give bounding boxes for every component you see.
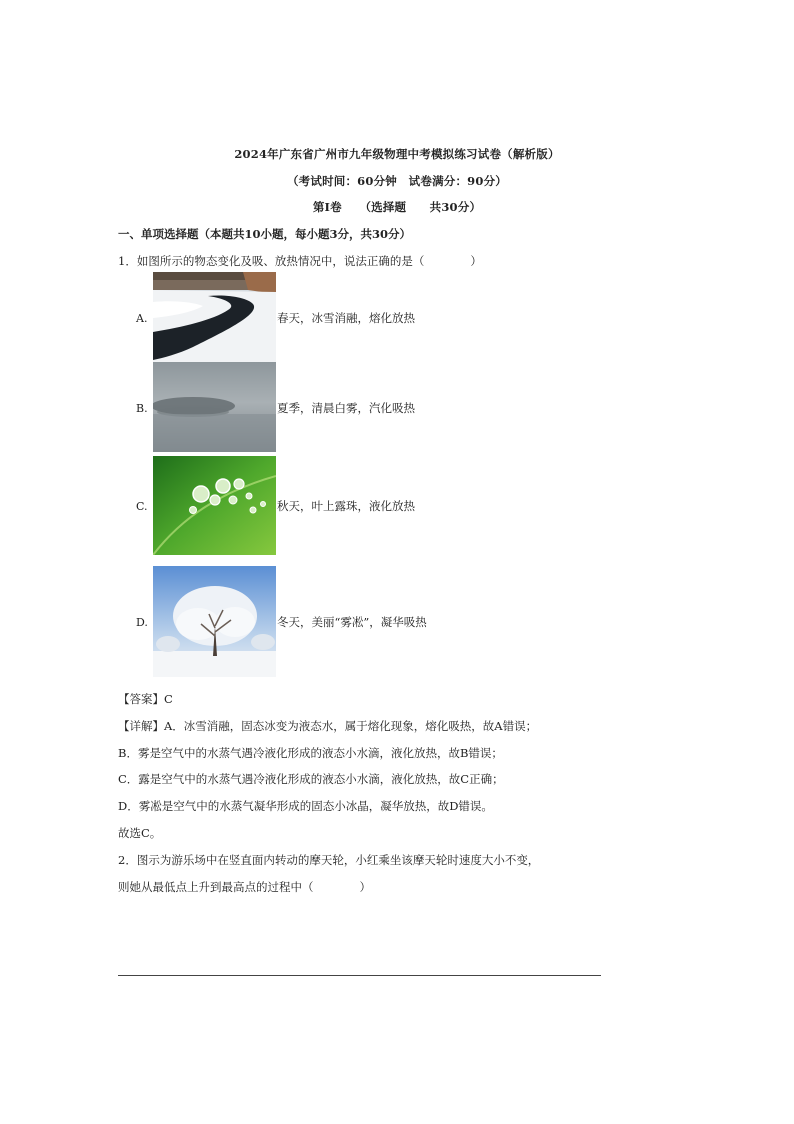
dew-on-leaf-photo: [153, 456, 276, 555]
conclusion-line: 故选C。: [118, 826, 162, 840]
option-b-text: 夏季，清晨白雾，汽化吸热: [277, 401, 415, 415]
footer-divider: [118, 975, 601, 976]
analysis-line-d: D．雾凇是空气中的水蒸气凝华形成的固态小冰晶，凝华放热，故D错误。: [118, 799, 493, 813]
question-1-stem: 1．如图所示的物态变化及吸、放热情况中，说法正确的是（ ）: [118, 254, 482, 268]
option-a-letter: A.: [136, 312, 148, 325]
exam-title: 2024年广东省广州市九年级物理中考模拟练习试卷（解析版）: [234, 147, 560, 161]
question-2-stem-line-1: 2．图示为游乐场中在竖直面内转动的摩天轮，小红乘坐该摩天轮时速度大小不变，: [118, 853, 540, 867]
rime-tree-photo: [153, 566, 276, 677]
question-2-stem-line-2: 则她从最低点上升到最高点的过程中（ ）: [118, 880, 371, 894]
option-d-letter: D.: [136, 616, 148, 629]
option-a-text: 春天，冰雪消融，熔化放热: [277, 311, 415, 325]
volume-heading: 第Ⅰ卷 （选择题 共30分）: [312, 200, 482, 214]
melting-snow-river-photo: [153, 272, 276, 362]
analysis-line-c: C．露是空气中的水蒸气遇冷液化形成的液态小水滴，液化放热，故C正确；: [118, 772, 504, 786]
section-heading: 一、单项选择题（本题共10小题，每小题3分，共30分）: [118, 227, 412, 241]
morning-fog-photo: [153, 362, 276, 452]
option-d-text: 冬天，美丽“雾凇”，凝华吸热: [277, 615, 427, 629]
analysis-line-b: B．雾是空气中的水蒸气遇冷液化形成的液态小水滴，液化放热，故B错误；: [118, 746, 503, 760]
analysis-line-a: 【详解】A．冰雪消融，固态冰变为液态水，属于熔化现象，熔化吸热，故A错误；: [118, 719, 538, 733]
option-c-letter: C.: [136, 500, 148, 513]
option-b-letter: B.: [136, 402, 148, 415]
exam-info: （考试时间：60分钟 试卷满分：90分）: [286, 174, 507, 188]
option-c-text: 秋天，叶上露珠，液化放热: [277, 499, 415, 513]
answer-line: 【答案】C: [118, 692, 173, 706]
